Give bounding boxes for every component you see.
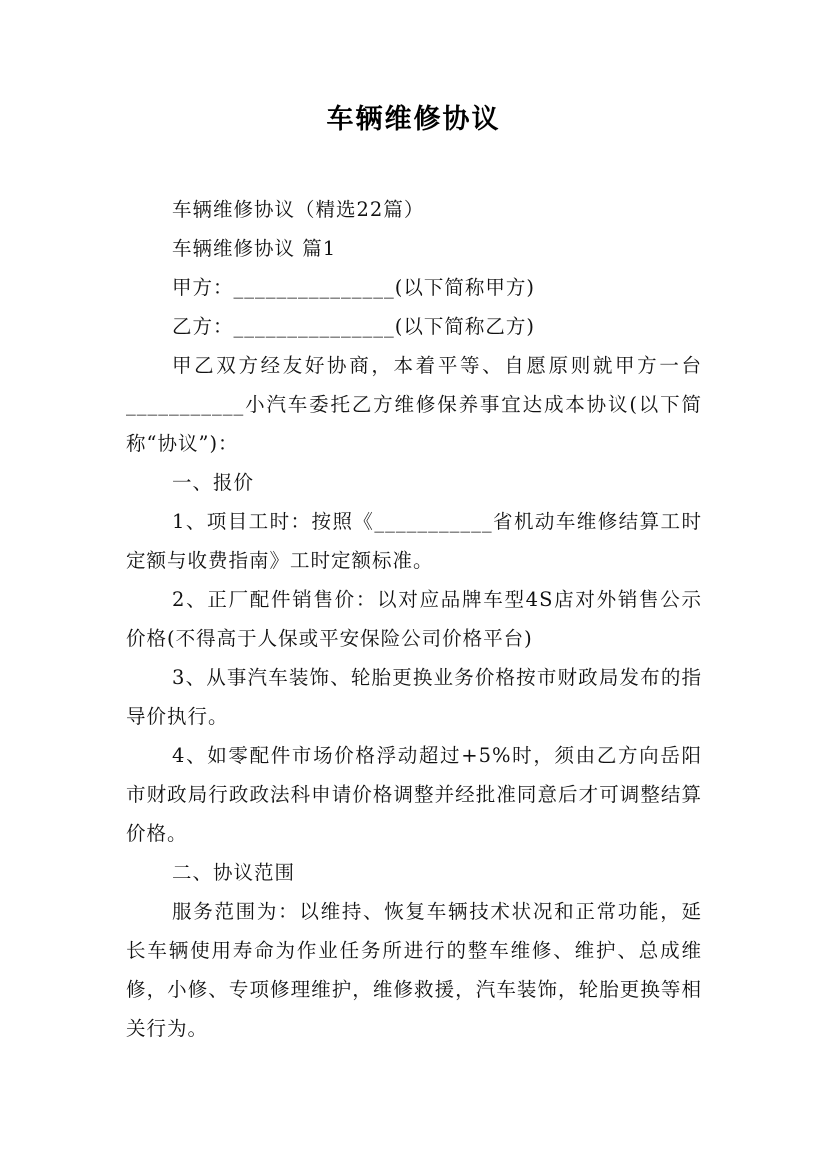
document-body	[126, 190, 702, 1048]
paragraph-preamble: 甲乙双方经友好协商，本着平等、自愿原则就甲方一台___________小汽车委托乙方维修保养事宜达成本协议(以下简称“协议”)：	[126, 354, 702, 455]
paragraph-heading-quote: 一、报价	[172, 471, 255, 494]
paragraph-item-3: 3、从事汽车装饰、轮胎更换业务价格按市财政局发布的指导价执行。	[126, 666, 702, 728]
paragraph-subtitle: 车辆维修协议（精选22篇）	[172, 198, 425, 221]
document-title: 车辆维修协议	[326, 104, 501, 135]
paragraph-item-2: 2、正厂配件销售价：以对应品牌车型4S店对外销售公示价格(不得高于人保或平安保险公司价格平台)	[126, 588, 702, 650]
paragraph-section-heading: 车辆维修协议 篇1	[172, 237, 337, 260]
paragraph-party-b: 乙方：_______________(以下简称乙方)	[172, 315, 535, 338]
paragraph-item-1: 1、项目工时：按照《___________省机动车维修结算工时定额与收费指南》工时定额标准。	[126, 510, 702, 572]
paragraph-item-4: 4、如零配件市场价格浮动超过+5%时，须由乙方向岳阳市财政局行政政法科申请价格调整并经批准同意后才可调整结算价格。	[126, 744, 702, 845]
paragraph-party-a: 甲方：_______________(以下简称甲方)	[172, 276, 535, 299]
paragraph-heading-scope: 二、协议范围	[172, 861, 296, 884]
paragraph-scope: 服务范围为：以维持、恢复车辆技术状况和正常功能，延长车辆使用寿命为作业任务所进行的整车维修、维护、总成维修，小修、专项修理维护，维修救援，汽车装饰，轮胎更换等相关行为。	[126, 900, 702, 1040]
